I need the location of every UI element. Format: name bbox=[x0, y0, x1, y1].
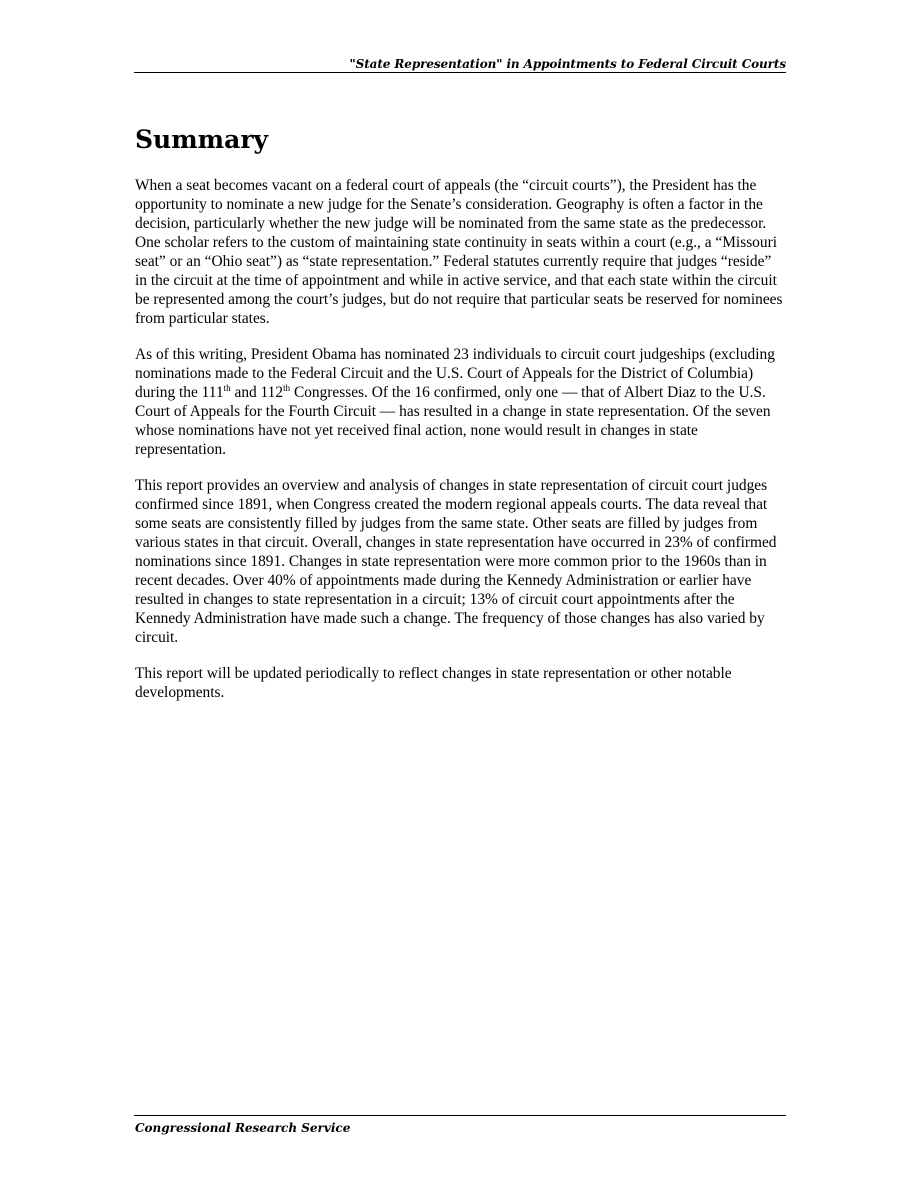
section-title: Summary bbox=[135, 125, 269, 154]
header-divider bbox=[134, 72, 786, 73]
summary-paragraph-3: This report provides an overview and analysis of changes in state representation of circuit court judges confirmed since 1891, when Congress created the modern regional appeals courts. The data reveal that some seats are consistently filled by judges from the same state. Other seats are filled by judges from various states in that circuit. Overall, changes in state representation have occurred in 23% of confirmed nominations since 1891. Changes in state representation were more common prior to the 1960s than in recent decades. Over 40% of appointments made during the Kennedy Administration or earlier have resulted in changes to state representation in a circuit; 13% of circuit court appointments after the Kennedy Administration have made such a change. The frequency of those changes has also varied by circuit. bbox=[135, 477, 777, 646]
ordinal-superscript: th bbox=[223, 383, 231, 393]
running-footer: Congressional Research Service bbox=[135, 1121, 351, 1135]
paragraph-text: and 112 bbox=[230, 384, 284, 401]
summary-paragraph-1: When a seat becomes vacant on a federal court of appeals (the “circuit courts”), the President has the opportunity to nominate a new judge for the Senate’s consideration. Geography is often a factor in the decision, particularly whether the new judge will be nominated from the same state as the predecessor. One scholar refers to the custom of maintaining state continuity in seats within a court (e.g., a “Missouri seat” or an “Ohio seat”) as “state representation.” Federal statutes currently require that judges “reside” in the circuit at the time of appointment and while in active service, and that each state within the circuit be represented among the court’s judges, but do not require that particular seats be reserved for nominees from particular states. bbox=[135, 177, 783, 327]
running-header: "State Representation" in Appointments to Federal Circuit Courts bbox=[349, 57, 786, 71]
summary-paragraph-4: This report will be updated periodically to reflect changes in state representation or other notable developments. bbox=[135, 665, 732, 701]
summary-paragraph-2 bbox=[135, 345, 787, 459]
summary-body bbox=[135, 176, 787, 719]
paragraph-text: As of this writing, President Obama has nominated 23 individuals to circuit court judgeships (excluding nominations made to the Federal Circuit and the U.S. Court of Appeals for the District of Columbia) during the 111 bbox=[135, 346, 775, 401]
ordinal-superscript: th bbox=[283, 383, 291, 393]
footer-divider bbox=[134, 1115, 786, 1116]
paragraph-text: Congresses. Of the 16 confirmed, only one — that of Albert Diaz to the U.S. Court of Appeals for the Fourth Circuit — has resulted in a change in state representation. Of the seven whose nominations have not yet received final action, none would result in changes in state representation. bbox=[135, 384, 771, 458]
